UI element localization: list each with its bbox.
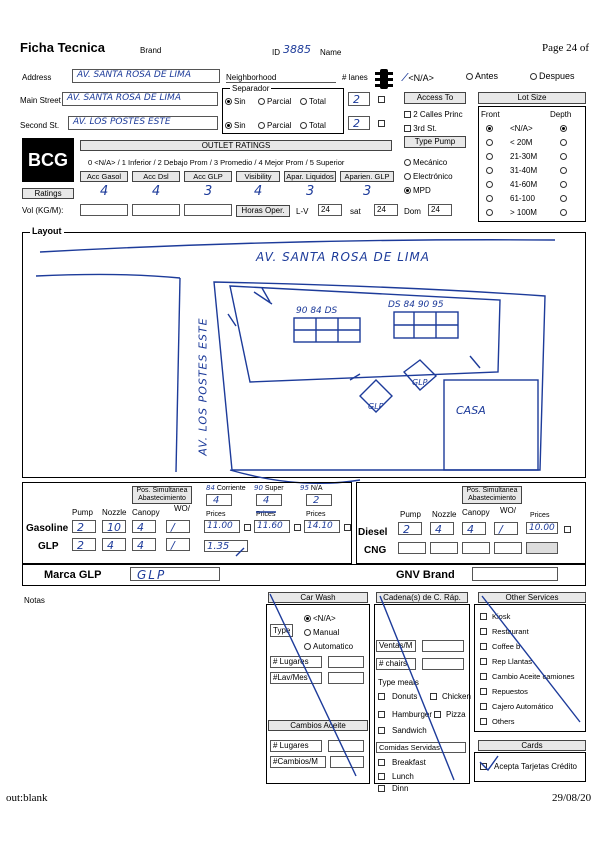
address-field[interactable]: AV. SANTA ROSA DE LIMA bbox=[72, 69, 220, 83]
gasoline-cell[interactable]: 2 bbox=[72, 520, 96, 533]
outlet-column-header: Acc Gasol bbox=[80, 171, 128, 182]
lot-option-label: 61-100 bbox=[510, 194, 535, 203]
brand-label: Brand bbox=[140, 46, 162, 55]
glp-cell[interactable]: 4 bbox=[132, 538, 156, 551]
diesel-cell[interactable]: / bbox=[494, 522, 518, 535]
chairs-label: # chairs bbox=[376, 658, 416, 670]
lot-option-label: > 100M bbox=[510, 208, 537, 217]
outlet-column-header: Acc Dsl bbox=[132, 171, 180, 182]
gasoline-cell[interactable]: 10 bbox=[102, 520, 126, 533]
lot-option-label: <N/A> bbox=[510, 124, 533, 133]
outlet-column-header: Apar. Liquidos bbox=[284, 171, 336, 182]
dom-label: Dom bbox=[404, 207, 421, 216]
outlet-column-header: Visibility bbox=[236, 171, 280, 182]
vol-label: Vol (KG/M): bbox=[22, 206, 64, 215]
corriente-label: Corriente bbox=[216, 485, 246, 492]
second-street-label: Second St. bbox=[20, 121, 60, 130]
outlet-rating-value[interactable]: 4 bbox=[152, 184, 161, 199]
dom-field[interactable]: 24 bbox=[428, 204, 452, 216]
sat-field[interactable]: 24 bbox=[374, 204, 398, 216]
outlet-column-header: Acc GLP bbox=[184, 171, 232, 182]
outlet-rating-value[interactable]: 3 bbox=[363, 184, 372, 199]
lanes-main-field[interactable]: 2 bbox=[348, 92, 370, 106]
signal-na[interactable]: <N/A> bbox=[408, 73, 434, 83]
sketch-label-glp-1: GLP bbox=[368, 402, 384, 411]
service-label: Coffee b bbox=[492, 642, 521, 651]
separador-label: Separador bbox=[232, 84, 270, 93]
other-services-title: Other Services bbox=[478, 592, 586, 603]
id-value: 3885 bbox=[283, 43, 311, 56]
antes-label: Antes bbox=[475, 71, 499, 81]
lot-option-label: 21-30M bbox=[510, 152, 538, 161]
pos-simultanea-value[interactable]: 4 bbox=[206, 494, 232, 506]
cambios-mes-label: #Cambios/M bbox=[270, 756, 326, 768]
diesel-cell[interactable]: 4 bbox=[430, 522, 454, 535]
super-label: Super bbox=[264, 485, 284, 492]
despues-label: Despues bbox=[539, 71, 575, 81]
type-meals-label: Type meals bbox=[378, 678, 419, 687]
service-label: Restaurant bbox=[492, 627, 529, 636]
lot-depth-label: Depth bbox=[550, 110, 572, 119]
glp-price-field[interactable]: 1.35 bbox=[204, 540, 248, 552]
gasoline-label: Gasoline bbox=[26, 523, 69, 534]
car-wash-lav-label: #Lav/Mes bbox=[270, 672, 322, 684]
acepta-tarjetas-label: Acepta Tarjetas Crédito bbox=[494, 762, 578, 771]
lv-label: L-V bbox=[296, 207, 309, 216]
second-street-field[interactable]: AV. LOS POSTES ESTE bbox=[68, 116, 218, 130]
name-label: Name bbox=[320, 48, 342, 57]
glp-cell[interactable]: 2 bbox=[72, 538, 96, 551]
lanes-label: # lanes bbox=[342, 73, 368, 82]
cambios-lugares-label: # Lugares bbox=[270, 740, 322, 752]
lot-size-title: Lot Size bbox=[478, 92, 586, 104]
cambios-aceite-title: Cambios Aceite bbox=[268, 720, 368, 731]
car-wash-title: Car Wash bbox=[268, 592, 368, 603]
pos-simultanea-value[interactable]: 2 bbox=[306, 494, 332, 506]
gasoline-cell[interactable]: 4 bbox=[132, 520, 156, 533]
outlet-scale: 0 <N/A> / 1 Inferior / 2 Debajo Prom / 3 Promedio / 4 Mejor Prom / 5 Superior bbox=[88, 158, 345, 167]
service-label: Cambio Aceite camiones bbox=[492, 672, 575, 681]
glp-cell[interactable]: 4 bbox=[102, 538, 126, 551]
outlet-rating-value[interactable]: 4 bbox=[254, 184, 263, 199]
diesel-price-field[interactable]: 10.00 bbox=[526, 522, 558, 534]
comidas-label: Comidas Servidas bbox=[376, 742, 466, 753]
na-label: N/A bbox=[310, 485, 323, 492]
horas-oper-button[interactable]: Horas Oper. bbox=[236, 205, 290, 217]
ventas-label: Ventas/M bbox=[376, 640, 416, 652]
bcg-logo: BCG bbox=[22, 138, 74, 182]
lot-option-label: 41-60M bbox=[510, 180, 538, 189]
main-street-field[interactable]: AV. SANTA ROSA DE LIMA bbox=[62, 92, 218, 106]
sketch-label-casa: CASA bbox=[456, 404, 486, 417]
lot-option-label: 31-40M bbox=[510, 166, 538, 175]
layout-title: Layout bbox=[32, 226, 62, 236]
service-label: Cajero Automático bbox=[492, 702, 554, 711]
sketch-label-street-top: AV. SANTA ROSA DE LIMA bbox=[256, 250, 430, 264]
glp-cell[interactable]: / bbox=[166, 538, 190, 551]
ratings-label: Ratings bbox=[22, 188, 74, 199]
diesel-label: Diesel bbox=[358, 527, 388, 538]
outlet-rating-value[interactable]: 4 bbox=[100, 184, 109, 199]
outlet-ratings-title: OUTLET RATINGS bbox=[80, 140, 392, 151]
sat-label: sat bbox=[350, 207, 361, 216]
pos-simultanea-value[interactable]: 4 bbox=[256, 494, 282, 506]
service-label: Others bbox=[492, 717, 515, 726]
lot-front-label: Front bbox=[481, 110, 500, 119]
main-street-label: Main Street bbox=[20, 96, 61, 105]
pos-simultanea-right: Pos. Simultanea Abastecimiento bbox=[462, 486, 522, 504]
lanes-second-field[interactable]: 2 bbox=[348, 116, 370, 130]
lot-option-label: < 20M bbox=[510, 138, 533, 147]
sketch-label-glp-2: GLP bbox=[412, 378, 428, 387]
form-title: Ficha Tecnica bbox=[20, 40, 106, 55]
car-wash-lugares-label: # Lugares bbox=[270, 656, 322, 668]
gnv-brand-label: GNV Brand bbox=[396, 569, 455, 581]
gasoline-price-field[interactable]: 11.60 bbox=[254, 520, 290, 533]
gasoline-cell[interactable]: / bbox=[166, 520, 190, 533]
cng-label: CNG bbox=[364, 545, 387, 556]
access-to-button[interactable]: Access To bbox=[404, 92, 466, 104]
car-wash-type-label: Type bbox=[270, 624, 293, 637]
diesel-cell[interactable]: 4 bbox=[462, 522, 486, 535]
footer-right: 29/08/20 bbox=[552, 792, 592, 804]
service-label: Kiosk bbox=[492, 612, 511, 621]
outlet-rating-value[interactable]: 3 bbox=[306, 184, 315, 199]
type-pump-button[interactable]: Type Pump bbox=[404, 136, 466, 148]
gasoline-price-field[interactable]: 14.10 bbox=[304, 520, 340, 533]
outlet-rating-value[interactable]: 3 bbox=[204, 184, 213, 199]
notas-label: Notas bbox=[24, 596, 45, 605]
page-label: Page 24 of bbox=[542, 42, 590, 54]
marca-glp-label: Marca GLP bbox=[44, 569, 102, 581]
footer-left: out:blank bbox=[6, 792, 48, 804]
marca-glp-field[interactable]: GLP bbox=[130, 567, 220, 581]
cards-title: Cards bbox=[478, 740, 586, 751]
id-label: ID bbox=[272, 48, 280, 57]
address-label: Address bbox=[22, 73, 52, 82]
service-label: Repuestos bbox=[492, 687, 528, 696]
outlet-column-header: Aparien. GLP bbox=[340, 171, 394, 182]
neighborhood-label: Neighborhood bbox=[226, 73, 277, 82]
sketch-label-island-2: DS 84 90 95 bbox=[388, 300, 444, 310]
glp-label: GLP bbox=[38, 541, 59, 552]
lv-field[interactable]: 24 bbox=[318, 204, 342, 216]
pos-simultanea-left: Pos. Simultanea Abastecimiento bbox=[132, 486, 192, 504]
gasoline-price-field[interactable]: 11.00 bbox=[204, 520, 240, 533]
diesel-cell[interactable]: 2 bbox=[398, 522, 422, 535]
service-label: Rep Llantas bbox=[492, 657, 533, 666]
sketch-label-island-1: 90 84 DS bbox=[296, 306, 338, 316]
cadena-title: Cadena(s) de C. Ráp. bbox=[376, 592, 468, 603]
sketch-label-street-left: AV. LOS POSTES ESTE bbox=[196, 317, 210, 456]
